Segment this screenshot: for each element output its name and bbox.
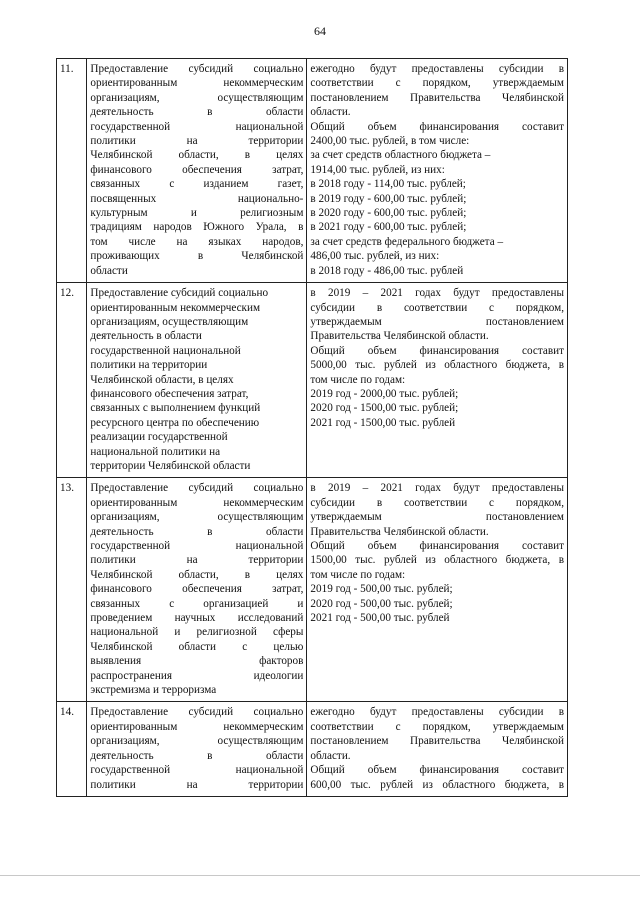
- funding-line: субсидии в соответствии с порядком,: [310, 301, 564, 314]
- description-line: политики на территории: [90, 135, 304, 148]
- description-line: Предоставление субсидий социально: [90, 706, 304, 719]
- funding-line: утверждаемым постановлением: [310, 315, 564, 328]
- funding-line: 5000,00 тыс. рублей из областного бюджета, в: [310, 359, 564, 372]
- description-line: государственной национальной: [90, 344, 241, 357]
- description-line: экстремизма и терроризма: [90, 684, 217, 697]
- description-line: связанных с организацией и: [90, 597, 304, 610]
- funding-line: за счет средств областного бюджета –: [310, 149, 491, 162]
- description-line: деятельность в области: [90, 749, 304, 762]
- description-line: финансового обеспечения затрат,: [90, 583, 304, 596]
- table-row: [57, 478, 568, 702]
- description-line: Предоставление субсидий социально: [90, 63, 304, 75]
- funding-line: Общий объем финансирования составит: [310, 540, 564, 552]
- description-line: связанных с выполнением функций: [90, 402, 261, 415]
- funding-line: утверждаемым постановлением: [310, 511, 564, 524]
- description-line: распространения идеологии: [90, 669, 304, 682]
- funding-line: 600,00 тыс. рублей из областного бюджета, в: [310, 778, 564, 791]
- measure-description-cell: [87, 59, 307, 283]
- funding-line: 2400,00 тыс. рублей, в том числе:: [310, 135, 470, 148]
- description-line: организациям, осуществляющим: [90, 511, 304, 524]
- page-number: 64: [314, 24, 326, 38]
- description-line: политики на территории: [90, 554, 304, 567]
- description-line: организациям, осуществляющим: [90, 735, 304, 748]
- description-line: Челябинской области, в целях: [90, 568, 304, 581]
- funding-line: 2020 год - 500,00 тыс. рублей;: [310, 597, 453, 610]
- description-line: государственной национальной: [90, 120, 304, 133]
- description-line: деятельность в области: [90, 106, 304, 119]
- funding-line: 1914,00 тыс. рублей, из них:: [310, 163, 445, 176]
- description-line: Челябинской области, в целях: [90, 149, 304, 162]
- funding-line: Правительства Челябинской области.: [310, 330, 489, 343]
- description-line: национальной и религиозной сферы: [90, 626, 304, 639]
- funding-cell: [307, 59, 568, 283]
- funding-line: 2020 год - 1500,00 тыс. рублей;: [310, 402, 459, 415]
- description-line: ориентированным некоммерческим: [90, 496, 304, 509]
- description-line: связанных с изданием газет,: [90, 178, 304, 191]
- page-bottom-edge: [0, 875, 640, 876]
- description-line: деятельность в области: [90, 525, 304, 538]
- description-line: ресурсного центра по обеспечению: [90, 416, 260, 429]
- funding-line: том числе по годам:: [310, 568, 406, 581]
- description-line: политики на территории: [90, 359, 208, 372]
- description-line: ориентированным некоммерческим: [90, 77, 304, 90]
- funding-line: Правительства Челябинской области.: [310, 525, 489, 538]
- table-row: [57, 59, 568, 283]
- table-row: [57, 702, 568, 796]
- description-line: реализации государственной: [90, 431, 228, 444]
- funding-line: в 2019 – 2021 годах будут предоставлены: [310, 287, 564, 300]
- funding-line: ежегодно будут предоставлены субсидии в: [310, 63, 564, 75]
- description-line: Челябинской области, в целях: [90, 373, 234, 386]
- description-line: организациям, осуществляющим: [90, 315, 249, 328]
- funding-line: области.: [310, 749, 351, 762]
- table-row: [57, 283, 568, 478]
- funding-line: в 2018 году - 486,00 тыс. рублей: [310, 264, 464, 277]
- funding-line: субсидии в соответствии с порядком,: [310, 496, 564, 509]
- measure-description-cell: [87, 702, 307, 796]
- funding-line: 2019 год - 500,00 тыс. рублей;: [310, 583, 453, 596]
- row-number: 13.: [57, 478, 87, 702]
- description-line: Предоставление субсидий социально: [90, 287, 269, 300]
- description-line: традициям народов Южного Урала, в: [90, 221, 304, 234]
- row-number: 11.: [57, 59, 87, 283]
- description-line: политики на территории: [90, 778, 304, 791]
- funding-line: 2019 год - 2000,00 тыс. рублей;: [310, 387, 459, 400]
- table-body: [57, 59, 568, 797]
- funding-line: Общий объем финансирования составит: [310, 764, 564, 777]
- description-line: проживающих в Челябинской: [90, 250, 304, 263]
- description-line: государственной национальной: [90, 540, 304, 552]
- funding-line: 2021 год - 1500,00 тыс. рублей: [310, 416, 456, 429]
- description-line: национальной политики на: [90, 445, 221, 458]
- description-line: Предоставление субсидий социально: [90, 482, 304, 495]
- funding-line: в 2019 году - 600,00 тыс. рублей;: [310, 192, 467, 205]
- description-line: финансового обеспечения затрат,: [90, 163, 304, 176]
- row-number: 14.: [57, 702, 87, 796]
- description-line: области: [90, 264, 128, 277]
- funding-line: в 2018 году - 114,00 тыс. рублей;: [310, 178, 466, 191]
- funding-line: постановлением Правительства Челябинской: [310, 735, 564, 748]
- description-line: культурным и религиозным: [90, 207, 304, 220]
- funding-line: соответствии с порядком, утверждаемым: [310, 77, 564, 90]
- funding-line: области.: [310, 106, 351, 119]
- description-line: выявления факторов: [90, 655, 304, 668]
- description-line: государственной национальной: [90, 764, 304, 777]
- funding-line: Общий объем финансирования составит: [310, 120, 564, 133]
- measures-table: [56, 58, 568, 797]
- description-line: ориентированным некоммерческим: [90, 301, 261, 314]
- funding-line: соответствии с порядком, утверждаемым: [310, 720, 564, 733]
- description-line: Челябинской области с целью: [90, 640, 304, 653]
- funding-cell: [307, 478, 568, 702]
- funding-cell: [307, 283, 568, 478]
- funding-line: 486,00 тыс. рублей, из них:: [310, 250, 440, 263]
- description-line: организациям, осуществляющим: [90, 91, 304, 104]
- funding-cell: [307, 702, 568, 796]
- description-line: территории Челябинской области: [90, 459, 251, 472]
- funding-line: в 2021 году - 600,00 тыс. рублей;: [310, 221, 467, 234]
- funding-line: 1500,00 тыс. рублей из областного бюджета, в: [310, 554, 564, 567]
- funding-line: том числе по годам:: [310, 373, 406, 386]
- funding-line: в 2020 году - 600,00 тыс. рублей;: [310, 207, 467, 220]
- funding-line: постановлением Правительства Челябинской: [310, 91, 564, 104]
- funding-line: за счет средств федерального бюджета –: [310, 235, 504, 248]
- funding-line: ежегодно будут предоставлены субсидии в: [310, 706, 564, 719]
- description-line: посвященных национально-: [90, 192, 304, 205]
- description-line: ориентированным некоммерческим: [90, 720, 304, 733]
- row-number: 12.: [57, 283, 87, 478]
- description-line: деятельность в области: [90, 330, 202, 343]
- funding-line: в 2019 – 2021 годах будут предоставлены: [310, 482, 564, 495]
- description-line: проведением научных исследований: [90, 612, 304, 625]
- measure-description-cell: [87, 478, 307, 702]
- description-line: финансового обеспечения затрат,: [90, 387, 249, 400]
- description-line: том числе на языках народов,: [90, 235, 304, 248]
- funding-line: Общий объем финансирования составит: [310, 344, 564, 357]
- funding-line: 2021 год - 500,00 тыс. рублей: [310, 612, 450, 625]
- measure-description-cell: [87, 283, 307, 478]
